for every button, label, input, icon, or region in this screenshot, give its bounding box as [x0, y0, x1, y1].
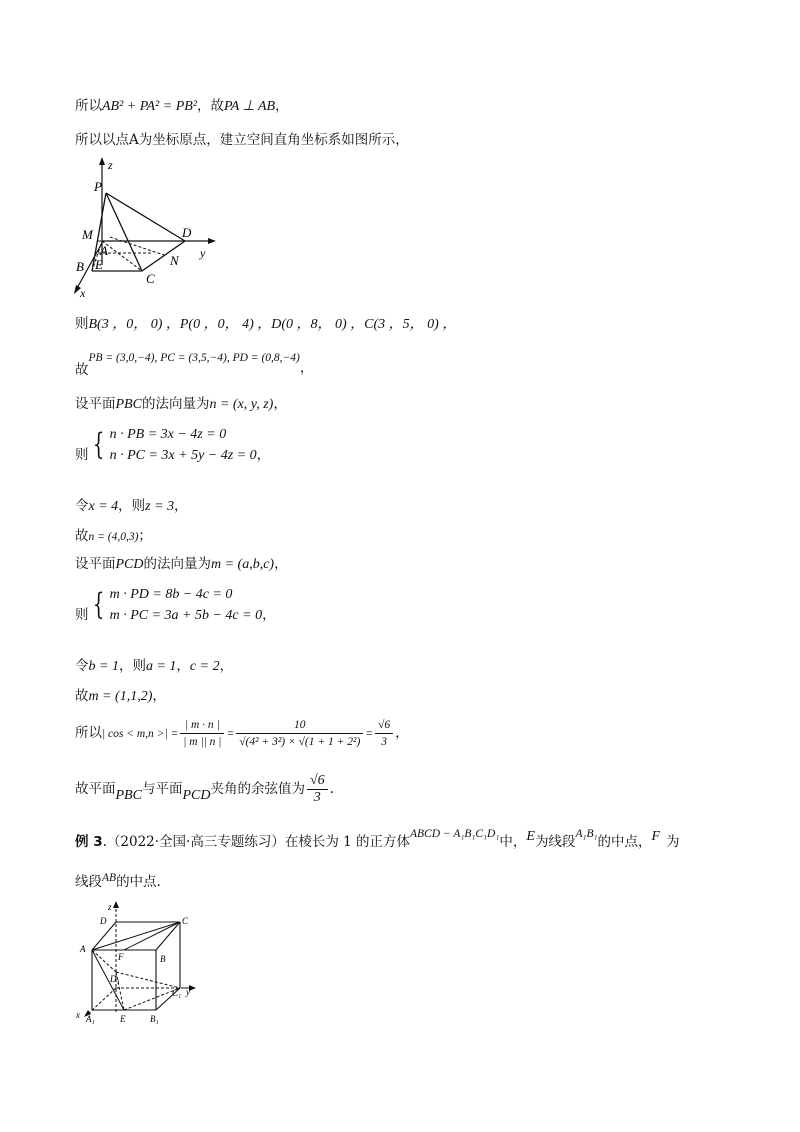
- text-line-12: [75, 686, 166, 707]
- math: x = 4: [88, 499, 119, 514]
- math: PCD: [182, 788, 211, 803]
- fraction: [375, 717, 393, 750]
- math: ABCD − A₁B₁C₁D₁: [410, 828, 500, 840]
- label-x: x: [80, 286, 86, 300]
- label-N: N: [170, 253, 179, 268]
- text: 所以以点A为坐标原点，建立空间直角坐标系如图所示，: [75, 132, 409, 148]
- text: ，: [176, 658, 190, 674]
- label-y: y: [186, 987, 190, 997]
- text: 则: [75, 606, 89, 623]
- text: .: [329, 781, 334, 797]
- brace: {: [92, 587, 104, 622]
- text-line-14: [75, 772, 334, 807]
- text: （2022·全国·高三专题练习）在棱长为 1 的正方体: [106, 834, 411, 850]
- text: 为: [666, 834, 680, 850]
- label-A: A: [100, 243, 108, 258]
- label-y: y: [200, 246, 206, 260]
- text: 夹角的余弦值为: [210, 781, 305, 797]
- equation: m · PD = 8b − 4c = 0: [109, 587, 233, 602]
- math: PBC: [115, 788, 142, 803]
- label-C: C: [182, 916, 189, 926]
- math: F: [651, 829, 661, 844]
- math: =: [365, 728, 374, 740]
- text-line-13: [75, 716, 409, 751]
- text: 则: [75, 446, 89, 463]
- text: 的中点，: [597, 834, 652, 850]
- text: 令: [75, 498, 89, 514]
- math: c = 2: [189, 659, 220, 674]
- text-line-8: [75, 526, 152, 547]
- text: 线段: [75, 874, 102, 890]
- math: PCD: [115, 557, 144, 572]
- fraction: [236, 717, 363, 750]
- text: 设平面: [75, 396, 116, 412]
- text: 则: [75, 316, 89, 332]
- text-line-5: [75, 394, 287, 415]
- text-line-1: [75, 96, 289, 117]
- label-D1: D₁: [110, 974, 120, 984]
- math: B(3 ，0， 0) ，P(0 ，0， 4) ，D(0 ，8， 0) ，C(3 ，5， 0) ，: [88, 317, 457, 332]
- label-F: F: [118, 952, 124, 962]
- math: PB = (3,0,−4), PC = (3,5,−4), PD = (0,8,−4): [88, 352, 300, 364]
- text-line-6: [75, 424, 270, 466]
- denominator: 3: [313, 790, 321, 805]
- equation: n · PC = 3x + 5y − 4z = 0: [109, 448, 257, 463]
- text: ，: [256, 446, 271, 463]
- label-B: B: [160, 954, 166, 964]
- equation: m · PC = 3a + 5b − 4c = 0: [109, 608, 263, 623]
- example-label: 例 3: [75, 834, 103, 850]
- denominator: | m || n |: [183, 736, 222, 748]
- text: ，: [174, 498, 188, 514]
- fraction: [307, 773, 328, 806]
- label-E: E: [95, 257, 103, 272]
- denominator: 3: [381, 736, 387, 748]
- text: ，: [273, 396, 287, 412]
- numerator: √6: [375, 717, 393, 734]
- math: n = (4,0,3): [88, 531, 139, 543]
- text: 所以: [75, 98, 102, 114]
- text: 中，: [499, 834, 527, 850]
- denominator: √(4² + 3²) × √(1 + 1 + 2²): [239, 736, 361, 748]
- text: ，: [275, 98, 289, 114]
- label-C1: C₁: [172, 988, 182, 998]
- text: ，: [219, 658, 234, 674]
- math: PA ⊥ AB: [224, 99, 276, 114]
- text: 故: [75, 688, 89, 704]
- equation: n · PB = 3x − 4z = 0: [109, 427, 227, 442]
- numerator: | m · n |: [180, 717, 224, 734]
- text-line-9: [75, 554, 288, 575]
- math: E: [526, 829, 535, 844]
- label-z: z: [108, 158, 113, 172]
- text: ，则: [118, 498, 146, 514]
- math: m = (1,1,2): [88, 689, 153, 704]
- label-x: x: [76, 1010, 80, 1020]
- label-E: E: [120, 1014, 126, 1024]
- math: z = 3: [145, 499, 175, 514]
- text: ，: [395, 725, 409, 741]
- text: 故平面: [75, 781, 116, 797]
- equation-system: [110, 584, 263, 626]
- example-3-line-1: [75, 828, 680, 853]
- example-3-line-2: [75, 872, 161, 893]
- text-line-7: [75, 496, 188, 517]
- text: 为线段: [534, 834, 576, 850]
- text: 与平面: [141, 781, 183, 797]
- text: ，则: [118, 658, 146, 674]
- text: 的法向量为: [141, 396, 210, 412]
- text-line-4: [75, 350, 314, 378]
- text: 故: [75, 362, 89, 378]
- label-D: D: [100, 916, 107, 926]
- text: 令: [75, 658, 89, 674]
- label-C: C: [146, 271, 155, 286]
- label-A: A: [80, 944, 86, 954]
- pyramid-figure: [70, 155, 230, 300]
- text: 故: [75, 528, 89, 544]
- math: n = (x, y, z): [209, 397, 274, 412]
- label-B1: B₁: [150, 1014, 159, 1024]
- text: ，: [274, 556, 288, 572]
- math: a = 1: [145, 659, 177, 674]
- label-A1: A₁: [86, 1014, 95, 1024]
- numerator: √6: [307, 773, 328, 790]
- math: AB² + PA² = PB²: [102, 99, 197, 114]
- math: =: [226, 728, 235, 740]
- text: .: [102, 834, 107, 850]
- math: PBC: [115, 397, 142, 412]
- math: AB: [102, 872, 117, 884]
- fraction: [180, 717, 224, 750]
- text-line-2: [75, 130, 409, 150]
- text-line-11: [75, 656, 233, 677]
- text: 的法向量为: [143, 556, 211, 572]
- cube-figure: [72, 900, 212, 1030]
- text: 的中点.: [116, 874, 161, 890]
- brace: {: [92, 427, 104, 462]
- label-M: M: [82, 227, 93, 242]
- math: b = 1: [88, 659, 119, 674]
- text: ，: [262, 606, 276, 623]
- math: A₁B₁: [575, 828, 598, 840]
- text-line-10: [75, 584, 276, 626]
- label-B: B: [76, 259, 84, 274]
- text: 所以: [75, 725, 102, 741]
- text: ，故: [197, 98, 224, 114]
- text: ，: [299, 360, 314, 376]
- text: ；: [138, 528, 152, 544]
- text: ，: [152, 688, 166, 704]
- math: | cos < m,n >| =: [102, 728, 179, 740]
- label-P: P: [94, 179, 102, 194]
- text: 设平面: [75, 556, 116, 572]
- text-line-3: [75, 314, 456, 335]
- numerator: 10: [236, 717, 363, 734]
- label-z: z: [108, 902, 112, 912]
- math: m = (a,b,c): [211, 557, 275, 572]
- label-D: D: [182, 225, 192, 240]
- equation-system: [110, 424, 257, 466]
